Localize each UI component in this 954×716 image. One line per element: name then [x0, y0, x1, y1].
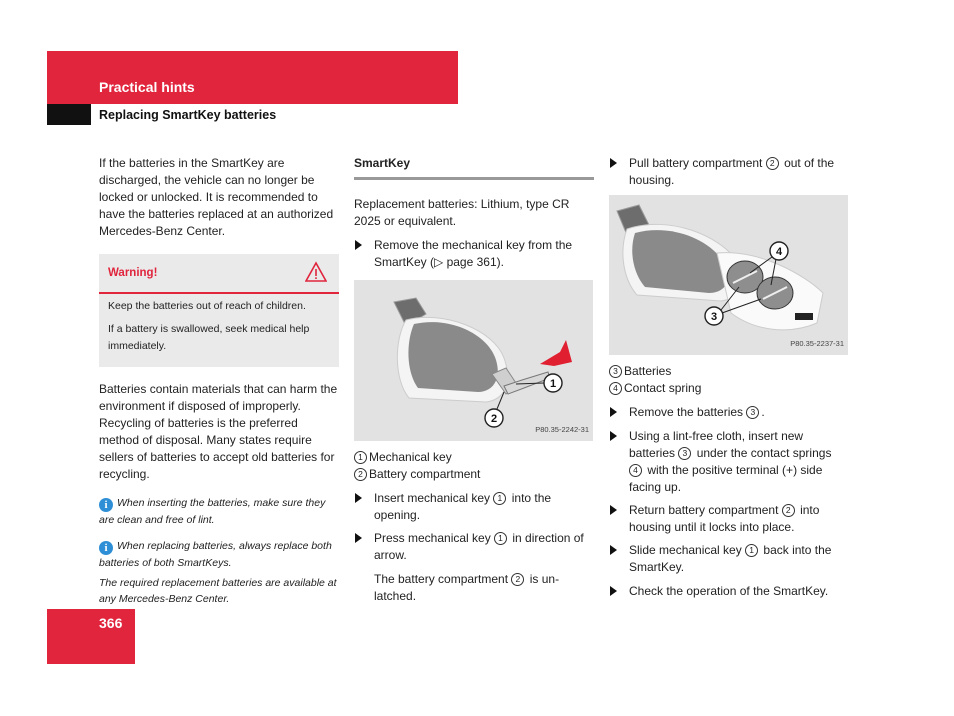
bullet-arrow-icon: [355, 533, 362, 543]
page-number: 366: [99, 615, 123, 631]
bullet-arrow-icon: [610, 407, 617, 417]
column-3: [609, 155, 849, 600]
warning-box: [99, 254, 339, 367]
info-note: i When inserting the batteries, make sure they are clean and free of lint.: [99, 497, 326, 526]
step-return-compartment: Return battery compartment 2 into housing until it locks into place.: [609, 502, 849, 536]
svg-text:4: 4: [775, 246, 783, 258]
battery-compartment-illustration: [609, 195, 848, 355]
svg-text:2: 2: [490, 413, 498, 425]
svg-text:1: 1: [549, 378, 557, 390]
bullet-arrow-icon: [610, 431, 617, 441]
warning-header: [99, 254, 339, 294]
legend-item: 4 Contact spring: [609, 380, 849, 397]
info-note: i When replacing batteries, always replace both batteries of both SmartKeys.: [99, 540, 332, 569]
step-slide-key: Slide mechanical key 1 back into the SmartKey.: [609, 542, 849, 576]
bullet-arrow-icon: [355, 493, 362, 503]
svg-text:3: 3: [710, 311, 718, 323]
step-remove-batteries: Remove the batteries 3 .: [609, 404, 849, 421]
page-reference-link[interactable]: ▷ page 361: [434, 255, 497, 269]
environment-text: Batteries contain materials that can harm the environment if disposed of improperly. Recycling of batteries is the preferred method of disposal. Many states require sellers of batteries to accept old batteries for recycling.: [99, 382, 338, 481]
figure-reference: P80.35-2242-31: [535, 425, 589, 434]
column-2: [354, 155, 594, 605]
smartkey-illustration: [354, 280, 593, 441]
warning-body: [99, 294, 339, 367]
step-pull-compartment: Pull battery compartment 2 out of the housing.: [609, 155, 849, 189]
info-icon: i: [99, 541, 113, 555]
smartkey-heading: SmartKey: [354, 155, 594, 180]
bullet-arrow-icon: [355, 240, 362, 250]
bullet-arrow-icon: [610, 505, 617, 515]
replacement-text: Replacement batteries: Lithium, type CR 2025 or equivalent.: [354, 197, 570, 228]
info-note-text: The required replacement batteries are available at any Mercedes-Benz Center.: [99, 577, 337, 605]
bullet-arrow-icon: [610, 586, 617, 596]
step-insert-batteries: Using a lint-free cloth, insert new batteries 3 under the contact springs 4 with the positive terminal (+) side facing up.: [609, 428, 849, 496]
warning-triangle-icon: [305, 261, 327, 283]
figure-battery-compartment: [609, 195, 848, 355]
figure-smartkey-key: [354, 280, 593, 441]
column-1: [99, 155, 339, 607]
info-icon: i: [99, 498, 113, 512]
figure-legend: [609, 363, 849, 397]
warning-line: Keep the batteries out of reach of children.: [108, 300, 306, 312]
header-marker: [47, 104, 91, 125]
unlatched-text: The battery compartment 2 is un-latched.: [374, 572, 560, 603]
legend-item: 3 Batteries: [609, 363, 849, 380]
legend-item: 2 Battery compartment: [354, 466, 594, 483]
legend-item: 1 Mechanical key: [354, 449, 594, 466]
step-remove-key: Remove the mechanical key from the SmartKey (▷ page 361).: [354, 237, 594, 271]
page-title: Replacing SmartKey batteries: [99, 108, 277, 122]
step-check-operation: Check the operation of the SmartKey.: [609, 583, 849, 600]
figure-reference: P80.35-2237-31: [790, 339, 844, 348]
header-band: [47, 51, 458, 104]
warning-line: If a battery is swallowed, seek medical help immediately.: [108, 323, 310, 352]
intro-text: If the batteries in the SmartKey are discharged, the vehicle can no longer be locked or unlocked. It is recommended to have the batteries replaced at an authorized Mercedes-Benz Center.: [99, 156, 334, 238]
step-press-key: Press mechanical key 1 in direction of arrow.: [354, 530, 594, 564]
bullet-arrow-icon: [610, 158, 617, 168]
warning-title: Warning!: [108, 267, 158, 279]
section-title: Practical hints: [99, 79, 195, 95]
step-insert-key: Insert mechanical key 1 into the opening.: [354, 490, 594, 524]
figure-legend: [354, 449, 594, 483]
bullet-arrow-icon: [610, 545, 617, 555]
